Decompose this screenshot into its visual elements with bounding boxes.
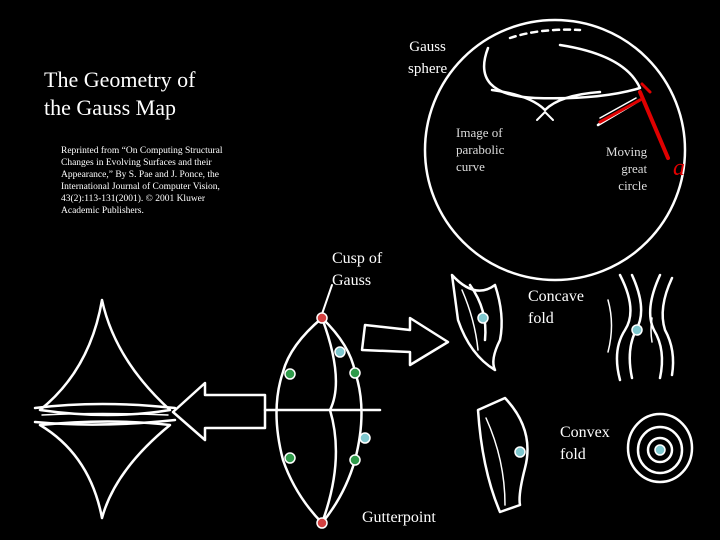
dot-red-top bbox=[317, 313, 327, 323]
moving-circle-segment-2 bbox=[600, 98, 636, 118]
concave-contour-1 bbox=[617, 275, 630, 380]
concave-contour-6 bbox=[651, 318, 652, 342]
dot-cyan-lower bbox=[360, 433, 370, 443]
concave-contour-3 bbox=[650, 275, 662, 378]
moving-great-circle-label: Moving great circle bbox=[606, 144, 648, 193]
dot-cyan-upper bbox=[335, 347, 345, 357]
angle-marker-red-2 bbox=[600, 100, 640, 122]
sphere-dashed-arc bbox=[510, 30, 580, 38]
convex-fold-label: Convex fold bbox=[560, 424, 610, 463]
cusp-of-gauss-label: Cusp of Gauss bbox=[332, 250, 383, 289]
credit-text: Reprinted from “On Computing Structural Changes in Evolving Surfaces and their Appearance,” By S. Pae and J. Ponce, the International Journal of Computer Vision, 43(2):113-131(2001). © 2001 Kluwer Academic Publishers. bbox=[61, 146, 223, 216]
cusp-lens-left bbox=[277, 318, 323, 523]
dot-green-upper-left bbox=[285, 369, 295, 379]
angle-marker-red-3 bbox=[642, 84, 650, 92]
cusp-pointer bbox=[322, 285, 332, 314]
concave-contour-4 bbox=[663, 278, 673, 375]
gauss-sphere-label: Gauss sphere bbox=[408, 39, 448, 77]
image-parabolic-curve-label: Image of parabolic curve bbox=[456, 125, 505, 174]
concave-fold-label: Concave fold bbox=[528, 288, 584, 327]
dot-cyan-convex-pattern bbox=[655, 445, 665, 455]
concave-fold-surface bbox=[452, 275, 502, 370]
surface-band bbox=[35, 404, 175, 408]
dot-green-lower-left bbox=[285, 453, 295, 463]
surface-bottom-lobe bbox=[40, 422, 170, 519]
surface-top-lobe bbox=[40, 300, 170, 415]
dot-green-lower-right bbox=[350, 455, 360, 465]
angle-a-label: a bbox=[673, 155, 685, 181]
concave-fold-inner bbox=[462, 290, 478, 350]
convex-fold-inner bbox=[486, 418, 505, 505]
dot-cyan-concave-pattern bbox=[632, 325, 642, 335]
gutterpoint-label: Gutterpoint bbox=[362, 509, 436, 526]
concave-contour-5 bbox=[608, 300, 612, 352]
arrow-to-left bbox=[173, 383, 265, 440]
parabolic-curve-image bbox=[492, 90, 600, 110]
dot-cyan-convex bbox=[515, 447, 525, 457]
arrow-to-right bbox=[362, 318, 448, 365]
red-bracket-brace bbox=[537, 112, 553, 120]
dot-cyan-concave bbox=[478, 313, 488, 323]
slide-title: The Geometry of the Gauss Map bbox=[44, 67, 196, 120]
sphere-great-circle bbox=[484, 45, 640, 98]
dot-green-upper-right bbox=[350, 368, 360, 378]
dot-red-bottom bbox=[317, 518, 327, 528]
